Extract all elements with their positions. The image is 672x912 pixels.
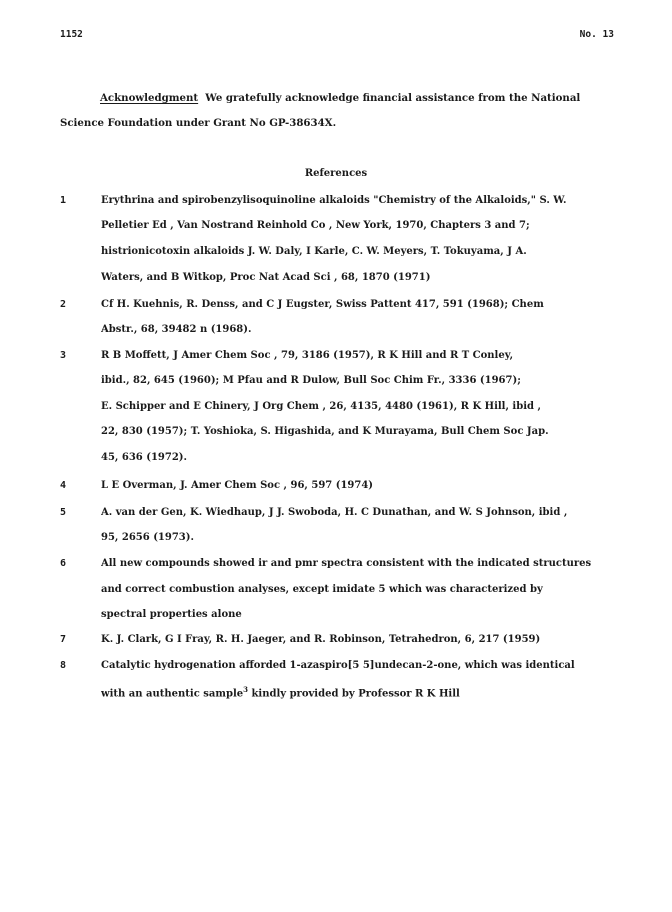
reference-number: 1 bbox=[60, 195, 67, 206]
page-number: 1152 bbox=[60, 29, 83, 40]
reference-number: 5 bbox=[60, 507, 67, 518]
reference-line bbox=[101, 685, 621, 699]
reference-line: ibid., 82, 645 (1960); M Pfau and R Dulow, Bull Soc Chim Fr., 3336 (1967); bbox=[101, 375, 521, 386]
acknowledgment-text-line-2: Science Foundation under Grant No GP-38634X. bbox=[60, 117, 337, 129]
reference-line: Erythrina and spirobenzylisoquinoline alkaloids "Chemistry of the Alkaloids," S. W. bbox=[101, 195, 567, 206]
reference-line: 45, 636 (1972). bbox=[101, 452, 188, 463]
reference-number: 3 bbox=[60, 350, 67, 361]
reference-line: Cf H. Kuehnis, R. Denss, and C J Eugster, Swiss Pattent 417, 591 (1968); Chem bbox=[101, 299, 544, 310]
reference-line: E. Schipper and E Chinery, J Org Chem , 26, 4135, 4480 (1961), R K Hill, ibid , bbox=[101, 401, 541, 412]
reference-line: All new compounds showed ir and pmr spectra consistent with the indicated structures bbox=[101, 558, 592, 569]
reference-line: Waters, and B Witkop, Proc Nat Acad Sci , 68, 1870 (1971) bbox=[101, 272, 431, 283]
reference-line: L E Overman, J. Amer Chem Soc , 96, 597 (1974) bbox=[101, 480, 374, 491]
acknowledgment-text-line-1: We gratefully acknowledge financial assistance from the National bbox=[205, 92, 581, 104]
reference-line: K. J. Clark, G I Fray, R. H. Jaeger, and R. Robinson, Tetrahedron, 6, 217 (1959) bbox=[101, 634, 541, 645]
reference-number: 4 bbox=[60, 480, 67, 491]
references-title: References bbox=[304, 168, 368, 179]
reference-line: and correct combustion analyses, except imidate 5 which was characterized by bbox=[101, 584, 543, 595]
reference-text: kindly provided by Professor R K Hill bbox=[251, 688, 460, 700]
reference-line: Abstr., 68, 39482 n (1968). bbox=[101, 324, 252, 335]
acknowledgment-paragraph bbox=[60, 86, 620, 136]
reference-number: 2 bbox=[60, 299, 67, 310]
reference-line: histrionicotoxin alkaloids J. W. Daly, I Karle, C. W. Meyers, T. Tokuyama, J A. bbox=[101, 246, 527, 257]
reference-line: 22, 830 (1957); T. Yoshioka, S. Higashida, and K Murayama, Bull Chem Soc Jap. bbox=[101, 426, 549, 437]
reference-number: 8 bbox=[60, 660, 67, 671]
reference-number: 6 bbox=[60, 558, 67, 569]
reference-line: A. van der Gen, K. Wiedhaup, J J. Swoboda, H. C Dunathan, and W. S Johnson, ibid , bbox=[101, 507, 568, 518]
reference-text: with an authentic sample bbox=[101, 688, 244, 700]
reference-number: 7 bbox=[60, 634, 67, 645]
reference-line: Pelletier Ed , Van Nostrand Reinhold Co , New York, 1970, Chapters 3 and 7; bbox=[101, 220, 530, 231]
reference-line: 95, 2656 (1973). bbox=[101, 532, 194, 543]
citation-superscript: 3 bbox=[243, 685, 248, 694]
issue-number: No. 13 bbox=[579, 29, 614, 40]
reference-line: spectral properties alone bbox=[101, 609, 242, 620]
acknowledgment-heading: Acknowledgment bbox=[100, 92, 199, 104]
reference-line: Catalytic hydrogenation afforded 1-azaspiro[5 5]undecan-2-one, which was identical bbox=[101, 660, 575, 671]
reference-line: R B Moffett, J Amer Chem Soc , 79, 3186 (1957), R K Hill and R T Conley, bbox=[101, 350, 514, 361]
